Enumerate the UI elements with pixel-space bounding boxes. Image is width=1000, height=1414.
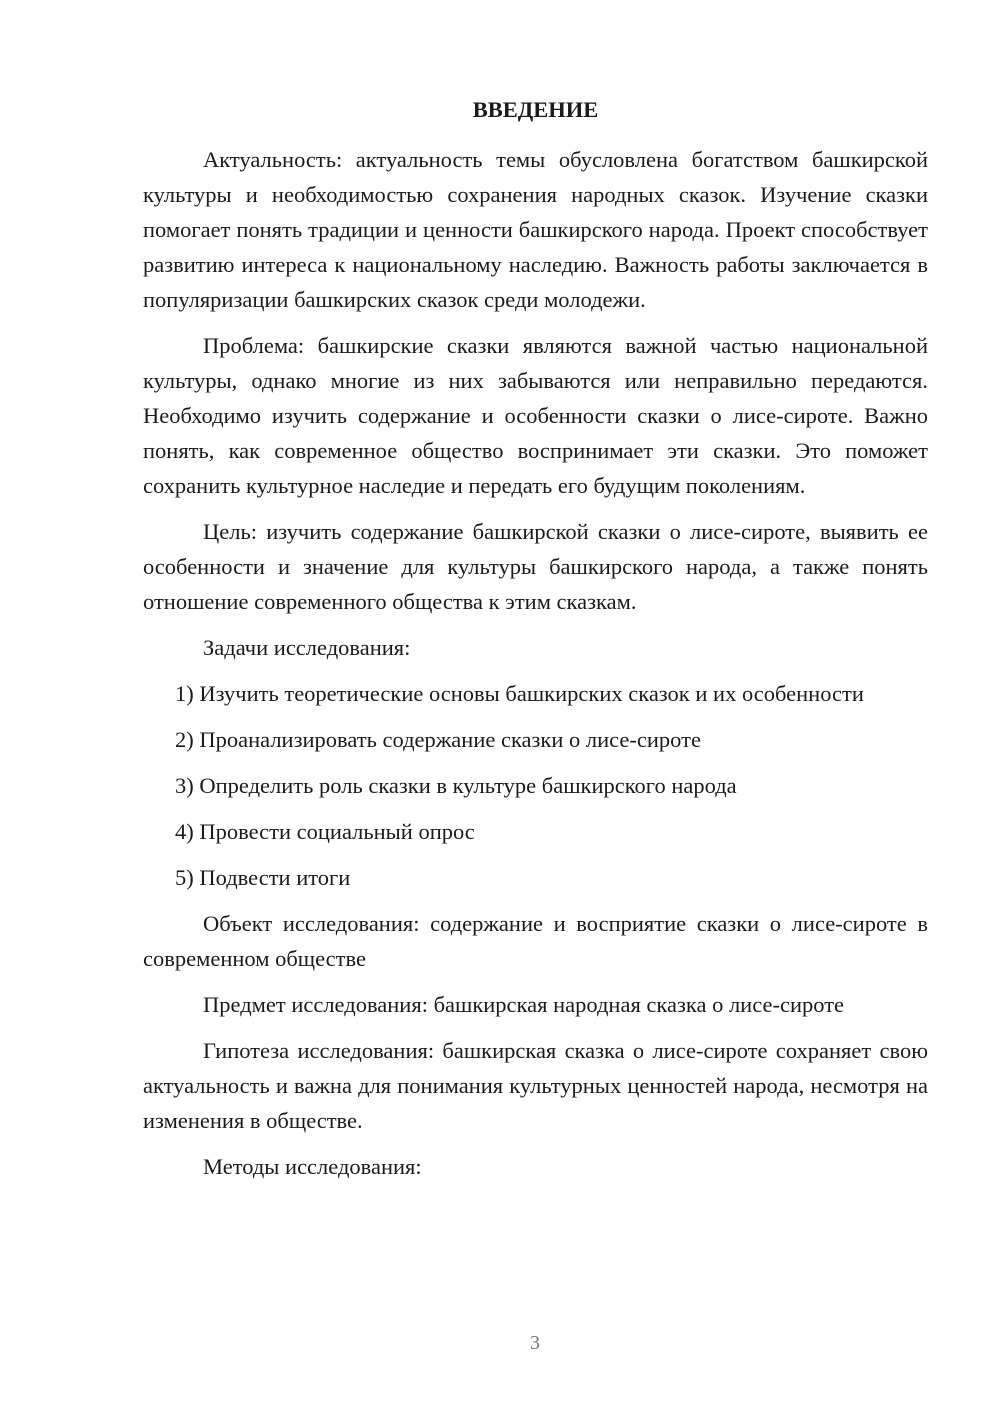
paragraph-problem: Проблема: башкирские сказки являются важной частью национальной культуры, однако многие из них забываются или неправильно передаются. Необходимо изучить содержание и особенности сказки о лисе-сироте. Важно понять, как современное общество воспринимает эти сказки. Это поможет сохранить культурное наследие и передать его будущим поколениям. xyxy=(143,333,928,498)
page-number: 3 xyxy=(530,1332,540,1354)
task-item-1: 1) Изучить теоретические основы башкирских сказок и их особенности xyxy=(175,681,864,706)
methods-heading: Методы исследования: xyxy=(203,1154,422,1179)
task-item-5: 5) Подвести итоги xyxy=(175,865,351,890)
paragraph-subject: Предмет исследования: башкирская народная сказка о лисе-сироте xyxy=(203,992,845,1017)
document-page xyxy=(143,92,928,1195)
task-item-4: 4) Провести социальный опрос xyxy=(175,819,475,844)
section-title: ВВЕДЕНИЕ xyxy=(472,97,599,122)
paragraph-object: Объект исследования: содержание и восприятие сказки о лисе-сироте в современном обществе xyxy=(143,911,928,971)
paragraph-relevance: Актуальность: актуальность темы обусловлена богатством башкирской культуры и необходимостью сохранения народных сказок. Изучение сказки помогает понять традиции и ценности башкирского народа. Проект способствует развитию интереса к национальному наследию. Важность работы заключается в популяризации башкирских сказок среди молодежи. xyxy=(143,147,928,312)
paragraph-hypothesis: Гипотеза исследования: башкирская сказка о лисе-сироте сохраняет свою актуальность и важна для понимания культурных ценностей народа, несмотря на изменения в обществе. xyxy=(143,1038,928,1133)
task-item-2: 2) Проанализировать содержание сказки о лисе-сироте xyxy=(175,727,701,752)
tasks-heading: Задачи исследования: xyxy=(203,635,411,660)
paragraph-goal: Цель: изучить содержание башкирской сказки о лисе-сироте, выявить ее особенности и значение для культуры башкирского народа, а также понять отношение современного общества к этим сказкам. xyxy=(143,519,928,614)
task-item-3: 3) Определить роль сказки в культуре башкирского народа xyxy=(175,773,737,798)
